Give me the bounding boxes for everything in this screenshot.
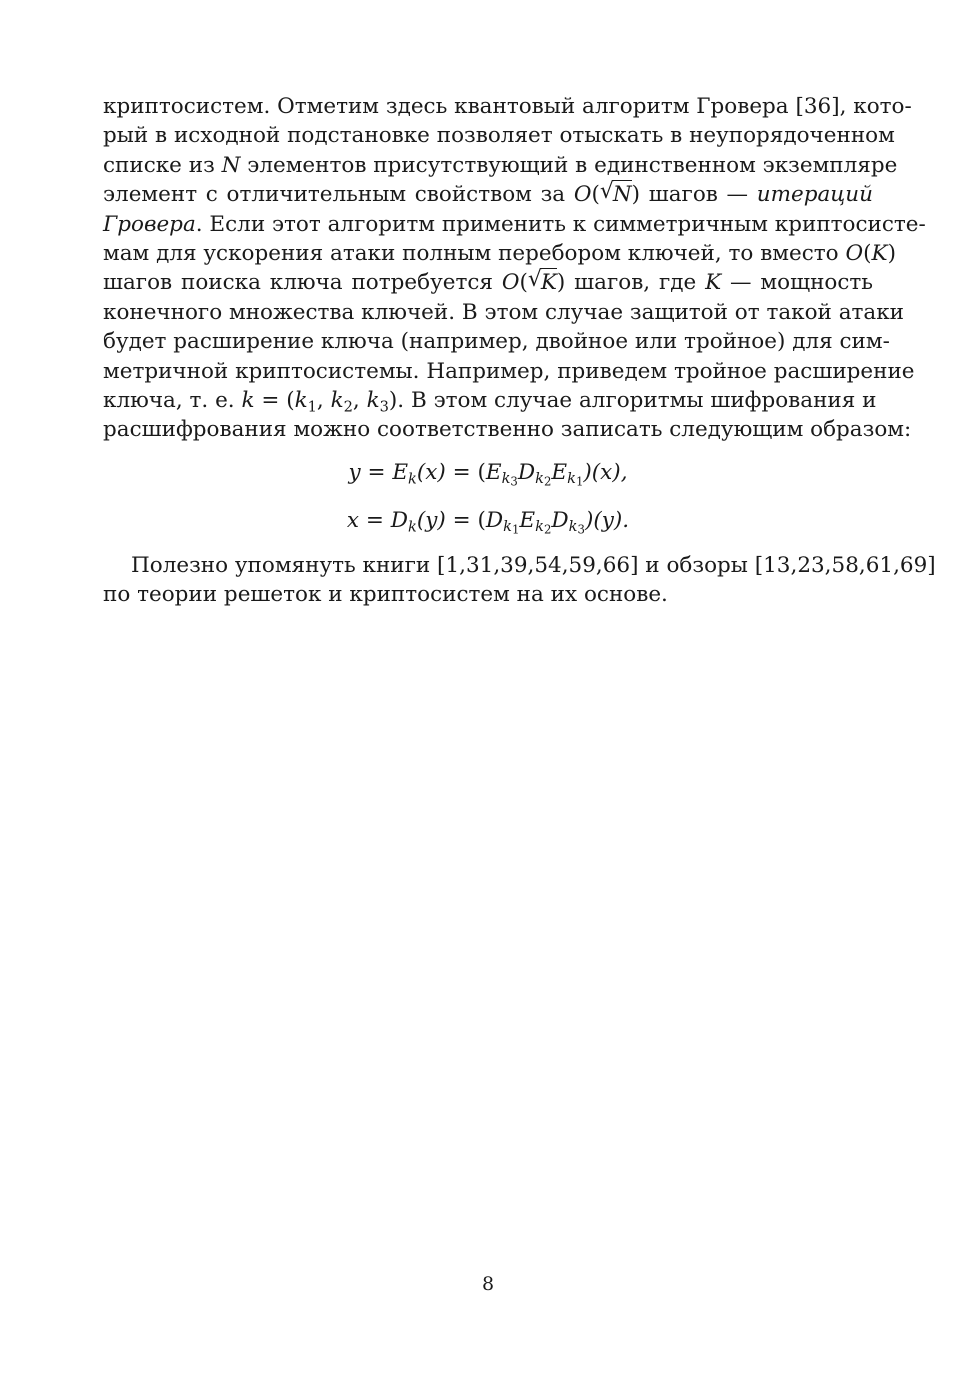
decryption-equation [103,497,873,545]
encryption-equation [103,449,873,497]
math-variable: k [568,518,578,536]
page-body [103,92,936,609]
text-line: конечного множества ключей. В этом случае защитой от такой атаки [103,299,905,325]
math-subsubscript: 2 [543,522,552,537]
text-line: по теории решеток и криптосистем на их основе. [103,582,668,608]
math-subsubscript: 1 [575,474,584,489]
math-variable: k [501,470,511,488]
math-subsubscript: 3 [510,474,518,489]
text-line [103,180,873,209]
text-fragment: ). В этом случае алгоритмы шифрования и [388,387,877,413]
math-subsubscript: 2 [543,474,552,489]
math-variable: k [535,518,544,536]
text-fragment: . Если этот алгоритм применить к симметричным криптосисте- [195,211,926,237]
math-subscript: 1 [307,398,317,416]
math-variable: N [612,182,632,208]
math-variable: D [517,459,536,485]
math-subscript [503,518,519,535]
math-variable: k [330,387,344,413]
math-subscript [535,470,551,487]
math-variable: O [501,270,520,296]
math-subscript [535,518,551,535]
square-root [528,268,557,297]
text-fragment: списке из [103,152,222,178]
math-variable: k [366,387,380,413]
math-variable: D [485,507,504,533]
text-line [103,151,898,180]
math-variable: K [871,240,888,266]
math-paren: ( [591,182,600,208]
math-expression: (y) [416,507,446,533]
math-operator: = ( [254,387,295,413]
square-root [600,180,632,209]
text-fragment: ) шагов — [631,182,757,208]
math-operator: , [316,387,331,413]
math-subsubscript: 1 [511,522,520,537]
math-variable: E [519,507,536,533]
text-line: криптосистем. Отметим здесь квантовый алгоритм Гровера [36], кото- [103,94,912,119]
radical-sign-icon: √ [599,179,614,205]
math-paren: ) [887,240,896,266]
math-variable: K [705,270,722,296]
paragraph-grover [103,92,926,445]
text-line [103,386,877,416]
math-subscript [567,470,583,487]
emphasis-term: Гровера [103,211,196,237]
text-line: расшифрования можно соответственно записать следующим образом: [103,417,912,443]
text-fragment: ) шагов, где [556,270,706,296]
math-expression: )(y). [584,507,630,533]
math-operator: = [360,459,393,485]
math-variable: k [294,387,308,413]
math-variable: E [551,459,568,485]
math-paren: ( [519,270,528,296]
math-operator: = ( [445,459,486,485]
radical-sign-icon: √ [527,267,542,293]
text-fragment: ключа, т. е. [103,387,242,413]
text-fragment: — мощность [721,270,873,296]
math-subscript [569,518,585,535]
math-variable: O [845,240,864,266]
text-fragment: шагов поиска ключа потребуется [103,270,502,296]
text-line: метричной криптосистемы. Например, приведем тройное расширение [103,358,915,384]
math-variable: k [535,470,544,488]
math-paren: ( [863,240,872,266]
text-line [103,210,926,239]
text-line [103,239,896,268]
math-subsubscript: 3 [577,522,585,537]
math-operator: = [359,507,391,533]
math-subscript: k [407,518,417,536]
math-subscript: 2 [343,398,353,416]
text-line: Полезно упомянуть книги [1,31,39,54,59,66] и обзоры [13,23,58,61,69] [131,552,936,578]
page-number: 8 [481,1273,495,1295]
equation-block [103,449,873,545]
math-variable: x [346,507,360,533]
text-line: рый в исходной подстановке позволяет отыскать в неупорядоченном [103,123,895,149]
math-variable: k [241,387,255,413]
math-expression: )(x), [583,459,628,485]
math-variable: y [348,459,361,485]
math-variable: O [573,182,592,208]
math-variable: k [503,518,512,536]
text-fragment: элемент с отличительным свойством за [103,182,574,208]
text-fragment: мам для ускорения атаки полным перебором ключей, то вместо [103,240,846,266]
math-variable: E [392,459,409,485]
emphasis-term: итераций [756,182,873,208]
math-variable: E [485,459,502,485]
math-subscript [502,470,518,487]
math-variable: D [390,507,408,533]
text-line [103,268,873,297]
math-subscript: k [408,470,417,488]
math-variable: K [540,270,557,296]
paragraph-references [103,551,936,610]
math-variable: k [567,470,576,488]
math-variable: N [221,152,241,178]
math-subscript: 3 [379,398,389,416]
text-fragment: элементов присутствующий в единственном экземпляре [240,152,898,178]
math-operator: , [352,387,367,413]
math-expression: (x) [416,459,446,485]
math-operator: = ( [445,507,486,533]
text-line: будет расширение ключа (например, двойное или тройное) для сим- [103,329,890,355]
math-variable: D [551,507,569,533]
